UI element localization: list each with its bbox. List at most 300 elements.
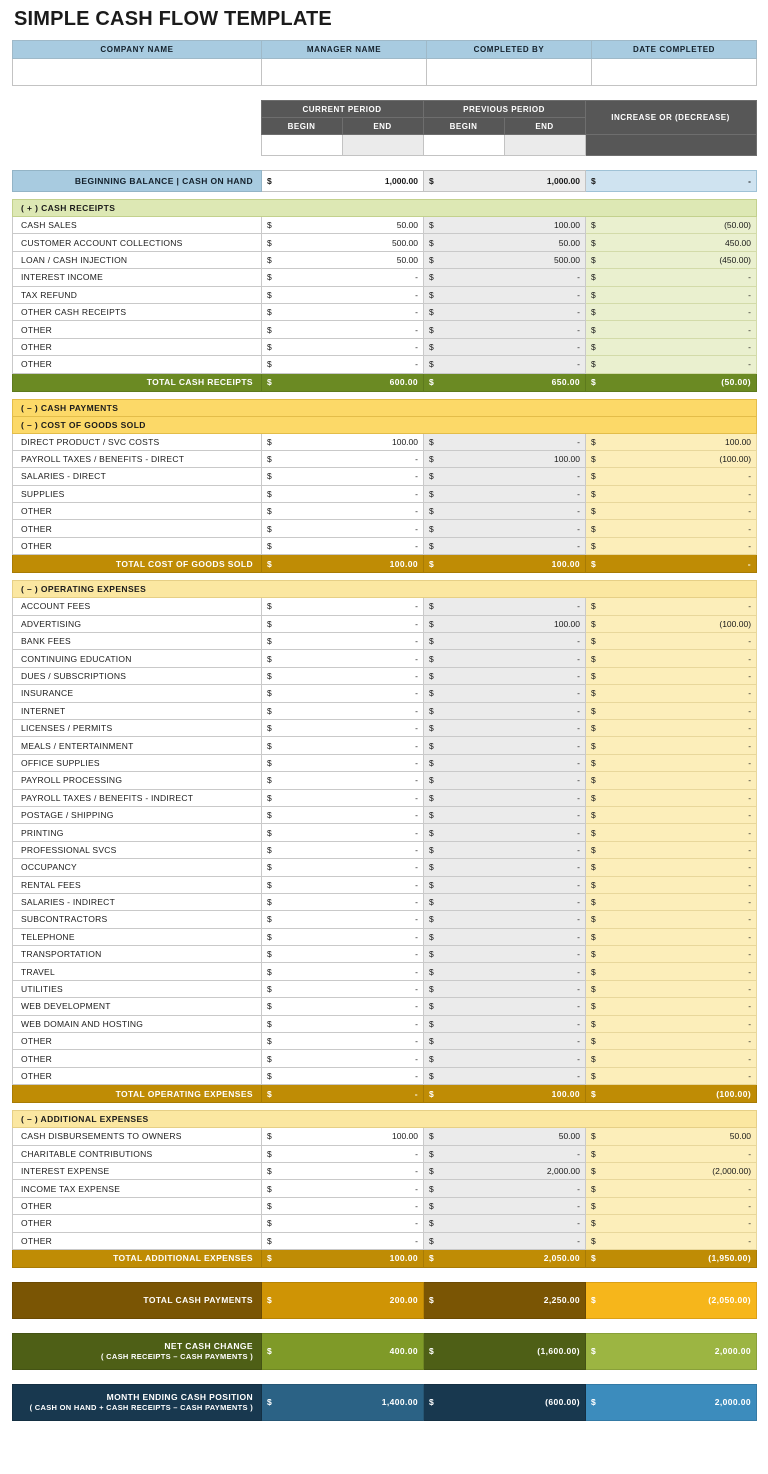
total-current <box>262 1249 424 1267</box>
currency-symbol: $ <box>429 653 434 664</box>
table-row <box>13 433 757 450</box>
row-cell-previous[interactable] <box>424 789 586 806</box>
value: - <box>415 879 418 890</box>
total-previous <box>424 373 586 391</box>
row-cell-previous[interactable] <box>424 1180 586 1197</box>
row-cell-previous[interactable] <box>424 1145 586 1162</box>
row-cell-current[interactable] <box>262 1180 424 1197</box>
row-label: OTHER <box>13 1067 262 1084</box>
value: - <box>577 307 580 318</box>
currency-symbol: $ <box>429 792 434 803</box>
row-cell-current[interactable] <box>262 356 424 373</box>
currency-symbol: $ <box>429 454 434 465</box>
row-label: DIRECT PRODUCT / SVC COSTS <box>13 433 262 450</box>
row-cell-previous[interactable] <box>424 667 586 684</box>
row-label: WEB DEVELOPMENT <box>13 998 262 1015</box>
row-cell-current[interactable] <box>262 234 424 251</box>
section-header-cost-of-goods-sold: ( – ) COST OF GOODS SOLD <box>13 416 757 433</box>
row-cell-increase <box>586 685 757 702</box>
row-cell-current[interactable] <box>262 286 424 303</box>
table-row <box>13 356 757 373</box>
currency-symbol: $ <box>591 671 596 681</box>
currency-symbol: $ <box>591 436 596 447</box>
row-cell-current[interactable] <box>262 841 424 858</box>
currency-symbol: $ <box>429 1053 434 1064</box>
company-info-header-row <box>13 41 757 59</box>
row-cell-current[interactable] <box>262 269 424 286</box>
row-cell-current[interactable] <box>262 911 424 928</box>
currency-symbol: $ <box>267 254 272 265</box>
row-cell-previous[interactable] <box>424 1232 586 1249</box>
section-cost-of-goods-sold <box>12 399 756 574</box>
value: - <box>748 506 752 517</box>
currency-symbol: $ <box>429 237 434 248</box>
company-name-field[interactable] <box>13 59 262 86</box>
value: - <box>415 688 418 699</box>
value: - <box>748 1070 752 1081</box>
row-cell-previous[interactable] <box>424 433 586 450</box>
row-cell-current[interactable] <box>262 1215 424 1232</box>
row-cell-current[interactable] <box>262 685 424 702</box>
currency-symbol: $ <box>429 618 434 629</box>
row-cell-previous[interactable] <box>424 737 586 754</box>
row-cell-previous[interactable] <box>424 321 586 338</box>
row-cell-previous[interactable] <box>424 824 586 841</box>
row-cell-previous[interactable] <box>424 503 586 520</box>
row-cell-current[interactable] <box>262 615 424 632</box>
row-cell-current[interactable] <box>262 321 424 338</box>
band-current <box>262 1384 424 1420</box>
currency-symbol: $ <box>429 1070 434 1081</box>
previous-begin-field[interactable] <box>423 135 504 156</box>
row-cell-current[interactable] <box>262 667 424 684</box>
currency-symbol: $ <box>267 931 272 942</box>
value: 2,250.00 <box>543 1295 580 1306</box>
row-label: POSTAGE / SHIPPING <box>13 806 262 823</box>
row-cell-previous[interactable] <box>424 251 586 268</box>
row-label: WEB DOMAIN AND HOSTING <box>13 1015 262 1032</box>
currency-symbol: $ <box>267 775 272 786</box>
value: - <box>415 289 418 300</box>
band-increase <box>586 1333 757 1369</box>
row-cell-current[interactable] <box>262 789 424 806</box>
currency-symbol: $ <box>429 914 434 925</box>
row-cell-current[interactable] <box>262 303 424 320</box>
table-row <box>13 217 757 234</box>
row-cell-current[interactable] <box>262 719 424 736</box>
row-label: INTEREST EXPENSE <box>13 1162 262 1179</box>
currency-symbol: $ <box>429 307 434 318</box>
currency-symbol: $ <box>591 810 596 821</box>
value: - <box>748 966 752 977</box>
value: - <box>577 966 580 977</box>
value: - <box>415 792 418 803</box>
currency-symbol: $ <box>429 488 434 499</box>
period-entry-row <box>12 135 756 156</box>
band-title: NET CASH CHANGE <box>164 1340 253 1351</box>
row-cell-previous[interactable] <box>424 338 586 355</box>
row-cell-previous[interactable] <box>424 928 586 945</box>
row-cell-previous[interactable] <box>424 719 586 736</box>
currency-symbol: $ <box>267 1218 272 1229</box>
row-cell-increase <box>586 737 757 754</box>
row-cell-increase <box>586 1015 757 1032</box>
row-cell-current[interactable] <box>262 520 424 537</box>
value: 450.00 <box>725 237 752 248</box>
value: - <box>577 523 580 534</box>
value: - <box>415 1036 418 1047</box>
value: (50.00) <box>721 377 752 388</box>
row-cell-current[interactable] <box>262 468 424 485</box>
value: 100.00 <box>554 454 580 465</box>
row-cell-previous[interactable] <box>424 893 586 910</box>
row-cell-previous[interactable] <box>424 1162 586 1179</box>
cost-of-goods-sold-rows <box>13 433 757 555</box>
currency-symbol: $ <box>267 1166 272 1177</box>
currency-symbol: $ <box>429 377 435 388</box>
row-cell-previous[interactable] <box>424 1067 586 1084</box>
row-cell-previous[interactable] <box>424 946 586 963</box>
row-cell-increase <box>586 841 757 858</box>
total-cash-payments-table <box>12 1282 757 1319</box>
row-cell-previous[interactable] <box>424 806 586 823</box>
row-cell-previous[interactable] <box>424 468 586 485</box>
row-cell-current[interactable] <box>262 503 424 520</box>
row-cell-current[interactable] <box>262 1145 424 1162</box>
value: - <box>415 341 418 352</box>
row-cell-increase <box>586 303 757 320</box>
value: (100.00) <box>719 454 752 465</box>
value: - <box>415 1200 418 1211</box>
total-increase <box>586 1085 757 1103</box>
net-cash-change-row <box>13 1333 757 1369</box>
table-row <box>13 1067 757 1084</box>
currency-symbol: $ <box>267 601 272 612</box>
row-cell-current[interactable] <box>262 754 424 771</box>
row-cell-current[interactable] <box>262 1015 424 1032</box>
additional-expenses-rows <box>13 1128 757 1250</box>
row-cell-previous[interactable] <box>424 911 586 928</box>
value: 100.00 <box>554 220 580 231</box>
currency-symbol: $ <box>267 879 272 890</box>
row-cell-current[interactable] <box>262 824 424 841</box>
row-label: OTHER CASH RECEIPTS <box>13 303 262 320</box>
currency-symbol: $ <box>267 1001 272 1012</box>
completed-by-field[interactable] <box>427 59 592 86</box>
value: - <box>748 471 752 482</box>
value: 1,000.00 <box>384 176 418 186</box>
value: - <box>577 984 580 995</box>
value: - <box>748 862 752 873</box>
currency-symbol: $ <box>591 1235 596 1246</box>
row-cell-previous[interactable] <box>424 702 586 719</box>
row-label: ACCOUNT FEES <box>13 598 262 615</box>
row-cell-previous[interactable] <box>424 450 586 467</box>
row-cell-current[interactable] <box>262 772 424 789</box>
row-cell-current[interactable] <box>262 980 424 997</box>
beginning-balance-previous <box>424 171 586 192</box>
row-cell-increase <box>586 928 757 945</box>
row-cell-current[interactable] <box>262 876 424 893</box>
value: - <box>748 984 752 995</box>
total-label: TOTAL ADDITIONAL EXPENSES <box>13 1249 262 1267</box>
value: - <box>748 1001 752 1012</box>
row-cell-current[interactable] <box>262 433 424 450</box>
current-begin-field[interactable] <box>261 135 342 156</box>
table-row <box>13 503 757 520</box>
row-cell-previous[interactable] <box>424 1050 586 1067</box>
row-label: SUBCONTRACTORS <box>13 911 262 928</box>
value: - <box>748 341 752 352</box>
row-cell-current[interactable] <box>262 946 424 963</box>
row-cell-previous[interactable] <box>424 234 586 251</box>
value: (600.00) <box>545 1397 580 1408</box>
row-cell-previous[interactable] <box>424 876 586 893</box>
table-row <box>13 702 757 719</box>
row-label: OFFICE SUPPLIES <box>13 754 262 771</box>
row-label: OTHER <box>13 1197 262 1214</box>
value: 1,000.00 <box>546 176 580 186</box>
row-cell-current[interactable] <box>262 963 424 980</box>
total-current <box>262 555 424 573</box>
row-cell-current[interactable] <box>262 1162 424 1179</box>
manager-name-field[interactable] <box>262 59 427 86</box>
value: - <box>748 723 752 734</box>
row-cell-increase <box>586 321 757 338</box>
row-cell-increase <box>586 806 757 823</box>
total-cash-payments-row <box>13 1282 757 1318</box>
currency-symbol: $ <box>591 1088 597 1099</box>
value: - <box>415 272 418 283</box>
value: - <box>748 653 752 664</box>
currency-symbol: $ <box>267 454 272 465</box>
row-cell-current[interactable] <box>262 1232 424 1249</box>
value: - <box>415 757 418 768</box>
row-cell-current[interactable] <box>262 1050 424 1067</box>
currency-symbol: $ <box>267 653 272 664</box>
row-cell-current[interactable] <box>262 998 424 1015</box>
cash-receipts-table <box>12 199 757 392</box>
value: 50.00 <box>558 237 580 248</box>
row-label: UTILITIES <box>13 980 262 997</box>
row-cell-previous[interactable] <box>424 286 586 303</box>
row-cell-current[interactable] <box>262 893 424 910</box>
currency-symbol: $ <box>267 723 272 734</box>
currency-symbol: $ <box>591 523 596 534</box>
table-row <box>13 269 757 286</box>
row-cell-current[interactable] <box>262 217 424 234</box>
date-completed-field[interactable] <box>592 59 757 86</box>
table-row <box>13 615 757 632</box>
row-cell-increase <box>586 650 757 667</box>
row-cell-previous[interactable] <box>424 1015 586 1032</box>
total-cost-of-goods-sold-row <box>13 555 757 573</box>
row-cell-increase <box>586 980 757 997</box>
currency-symbol: $ <box>267 1053 272 1064</box>
row-cell-increase <box>586 876 757 893</box>
value: - <box>415 844 418 855</box>
total-increase <box>586 1249 757 1267</box>
table-row <box>13 1015 757 1032</box>
row-cell-previous[interactable] <box>424 685 586 702</box>
row-label: LICENSES / PERMITS <box>13 719 262 736</box>
currency-symbol: $ <box>591 897 596 908</box>
currency-symbol: $ <box>591 844 596 855</box>
currency-symbol: $ <box>429 1218 434 1229</box>
table-row <box>13 286 757 303</box>
row-cell-current[interactable] <box>262 1128 424 1145</box>
row-cell-current[interactable] <box>262 928 424 945</box>
currency-symbol: $ <box>591 377 597 388</box>
row-cell-current[interactable] <box>262 1197 424 1214</box>
row-cell-previous[interactable] <box>424 1033 586 1050</box>
row-cell-previous[interactable] <box>424 772 586 789</box>
currency-symbol: $ <box>429 636 434 647</box>
row-cell-current[interactable] <box>262 485 424 502</box>
row-cell-increase <box>586 338 757 355</box>
row-cell-increase <box>586 1067 757 1084</box>
currency-symbol: $ <box>591 1053 596 1064</box>
currency-symbol: $ <box>267 506 272 517</box>
row-cell-current[interactable] <box>262 859 424 876</box>
row-label: PAYROLL PROCESSING <box>13 772 262 789</box>
table-row <box>13 789 757 806</box>
col-previous-begin: BEGIN <box>423 118 504 135</box>
row-cell-increase <box>586 702 757 719</box>
row-cell-current[interactable] <box>262 1067 424 1084</box>
value: - <box>577 289 580 300</box>
total-additional-expenses-row <box>13 1249 757 1267</box>
currency-symbol: $ <box>267 523 272 534</box>
value: - <box>415 307 418 318</box>
row-label: OTHER <box>13 1215 262 1232</box>
spacer <box>12 1319 756 1333</box>
currency-symbol: $ <box>591 359 596 370</box>
row-cell-previous[interactable] <box>424 356 586 373</box>
table-row <box>13 1145 757 1162</box>
currency-symbol: $ <box>267 436 272 447</box>
row-cell-previous[interactable] <box>424 650 586 667</box>
currency-symbol: $ <box>429 879 434 890</box>
value: - <box>748 827 752 838</box>
currency-symbol: $ <box>591 984 596 995</box>
row-cell-current[interactable] <box>262 806 424 823</box>
value: - <box>748 541 752 552</box>
beginning-balance-increase <box>586 171 757 192</box>
row-cell-current[interactable] <box>262 1033 424 1050</box>
row-cell-previous[interactable] <box>424 269 586 286</box>
currency-symbol: $ <box>591 1397 597 1408</box>
value: - <box>415 523 418 534</box>
period-header-blank-2 <box>12 118 261 135</box>
row-cell-previous[interactable] <box>424 754 586 771</box>
value: - <box>577 844 580 855</box>
currency-symbol: $ <box>267 966 272 977</box>
value: - <box>415 1148 418 1159</box>
value: - <box>415 897 418 908</box>
currency-symbol: $ <box>591 949 596 960</box>
table-row <box>13 1197 757 1214</box>
value: - <box>415 359 418 370</box>
row-cell-previous[interactable] <box>424 1215 586 1232</box>
value: - <box>415 541 418 552</box>
row-label: INTEREST INCOME <box>13 269 262 286</box>
row-cell-current[interactable] <box>262 251 424 268</box>
row-cell-increase <box>586 946 757 963</box>
currency-symbol: $ <box>267 740 272 751</box>
value: 100.00 <box>551 558 580 569</box>
value: 100.00 <box>551 1088 580 1099</box>
row-cell-current[interactable] <box>262 650 424 667</box>
value: - <box>577 705 580 716</box>
currency-symbol: $ <box>591 775 596 786</box>
period-header-blank <box>12 101 261 118</box>
currency-symbol: $ <box>267 1346 273 1357</box>
currency-symbol: $ <box>591 1070 596 1081</box>
row-cell-previous[interactable] <box>424 303 586 320</box>
row-cell-previous[interactable] <box>424 537 586 554</box>
currency-symbol: $ <box>429 775 434 786</box>
value: - <box>577 723 580 734</box>
row-cell-previous[interactable] <box>424 1197 586 1214</box>
row-cell-previous[interactable] <box>424 217 586 234</box>
current-end-field[interactable] <box>342 135 423 156</box>
row-cell-previous[interactable] <box>424 1128 586 1145</box>
currency-symbol: $ <box>591 705 596 716</box>
currency-symbol: $ <box>267 1088 273 1099</box>
row-cell-previous[interactable] <box>424 841 586 858</box>
currency-symbol: $ <box>429 1346 435 1357</box>
row-cell-current[interactable] <box>262 450 424 467</box>
col-date-completed: DATE COMPLETED <box>592 41 757 59</box>
row-cell-current[interactable] <box>262 702 424 719</box>
row-label: PAYROLL TAXES / BENEFITS - DIRECT <box>13 450 262 467</box>
row-cell-previous[interactable] <box>424 485 586 502</box>
row-cell-current[interactable] <box>262 338 424 355</box>
value: - <box>415 931 418 942</box>
row-cell-previous[interactable] <box>424 633 586 650</box>
row-cell-previous[interactable] <box>424 859 586 876</box>
row-cell-current[interactable] <box>262 633 424 650</box>
beginning-balance-table <box>12 170 757 192</box>
currency-symbol: $ <box>429 1253 435 1264</box>
previous-end-field[interactable] <box>504 135 585 156</box>
company-info-entry-row <box>13 59 757 86</box>
row-cell-increase <box>586 468 757 485</box>
value: - <box>415 324 418 335</box>
row-cell-current[interactable] <box>262 737 424 754</box>
currency-symbol: $ <box>267 220 272 231</box>
col-manager-name: MANAGER NAME <box>262 41 427 59</box>
row-cell-previous[interactable] <box>424 980 586 997</box>
net-cash-change-table <box>12 1333 757 1370</box>
row-cell-current[interactable] <box>262 598 424 615</box>
row-label: SUPPLIES <box>13 485 262 502</box>
row-cell-previous[interactable] <box>424 615 586 632</box>
row-cell-previous[interactable] <box>424 520 586 537</box>
currency-symbol: $ <box>267 341 272 352</box>
band-increase <box>586 1282 757 1318</box>
currency-symbol: $ <box>591 931 596 942</box>
table-row <box>13 998 757 1015</box>
value: - <box>577 792 580 803</box>
row-cell-previous[interactable] <box>424 963 586 980</box>
row-cell-previous[interactable] <box>424 598 586 615</box>
band-title: TOTAL CASH PAYMENTS <box>143 1295 253 1306</box>
row-cell-previous[interactable] <box>424 998 586 1015</box>
row-cell-current[interactable] <box>262 537 424 554</box>
value: 2,000.00 <box>714 1346 751 1357</box>
